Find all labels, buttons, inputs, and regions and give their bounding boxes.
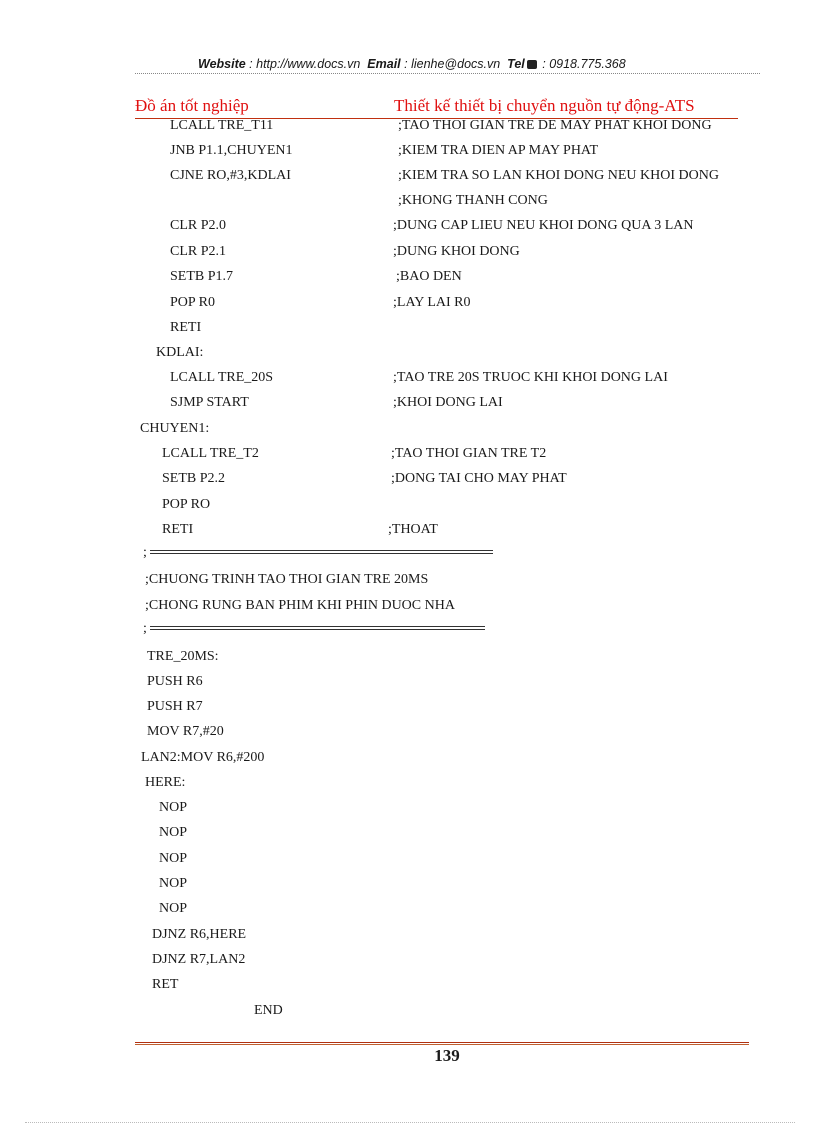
website-value: : http://www.docs.vn (245, 57, 361, 71)
code-label: CHUYEN1: (140, 421, 210, 436)
email-value: : lienhe@docs.vn (400, 57, 501, 71)
code-line: LCALL TRE_20S (170, 370, 274, 385)
code-line: LCALL TRE_T11 (170, 118, 274, 133)
code-line: JNB P1.1,CHUYEN1 (170, 143, 293, 158)
code-line: CLR P2.0 (170, 218, 227, 233)
code-line: PUSH R7 (147, 699, 203, 714)
code-comment: ;DUNG CAP LIEU NEU KHOI DONG QUA 3 LAN (393, 218, 694, 233)
code-line: SJMP START (170, 395, 249, 410)
header-divider (135, 73, 760, 74)
document-title-left: Đồ án tốt nghiệp (135, 96, 249, 115)
code-line: RET (152, 977, 179, 992)
code-line: CJNE RO,#3,KDLAI (170, 168, 291, 183)
code-line: NOP (159, 901, 188, 916)
code-line: NOP (159, 876, 188, 891)
telephone-icon (527, 60, 537, 69)
footer-divider (135, 1042, 749, 1045)
code-comment: ;BAO DEN (396, 269, 462, 284)
code-comment: ;KHONG THANH CONG (398, 193, 548, 208)
code-comment: ;KHOI DONG LAI (393, 395, 503, 410)
code-label: KDLAI: (156, 345, 204, 360)
code-comment: ;THOAT (388, 522, 438, 537)
code-line: CLR P2.1 (170, 244, 227, 259)
code-line: POP R0 (170, 295, 216, 310)
code-comment: ;TAO THOI GIAN TRE DE MAY PHAT KHOI DONG (398, 118, 712, 133)
code-line: PUSH R6 (147, 674, 203, 689)
code-line: SETB P1.7 (170, 269, 234, 284)
code-line: END (254, 1003, 283, 1018)
code-line: DJNZ R7,LAN2 (152, 952, 246, 967)
code-line: NOP (159, 851, 188, 866)
tel-label: Tel (507, 57, 525, 71)
code-comment: ;KIEM TRA DIEN AP MAY PHAT (398, 143, 599, 158)
page-number: 139 (434, 1046, 460, 1065)
code-line: NOP (159, 800, 188, 815)
code-line: SETB P2.2 (162, 471, 226, 486)
code-comment: ;CHUONG TRINH TAO THOI GIAN TRE 20MS (145, 572, 429, 587)
email-label: Email (367, 57, 401, 71)
code-comment: ;TAO THOI GIAN TRE T2 (391, 446, 547, 461)
code-line: NOP (159, 825, 188, 840)
code-line: RETI (162, 522, 194, 537)
website-label: Website (198, 57, 246, 71)
code-line: RETI (170, 320, 202, 335)
page-header (198, 57, 718, 71)
comment-separator-start: ; (143, 621, 147, 636)
code-line: LAN2:MOV R6,#200 (141, 750, 265, 765)
code-comment: ;DONG TAI CHO MAY PHAT (391, 471, 567, 486)
code-line: POP RO (162, 497, 211, 512)
code-label: TRE_20MS: (147, 649, 219, 664)
code-comment: ;KIEM TRA SO LAN KHOI DONG NEU KHOI DONG (398, 168, 719, 183)
code-comment: ;DUNG KHOI DONG (393, 244, 520, 259)
code-comment: ;LAY LAI R0 (393, 295, 471, 310)
code-line: MOV R7,#20 (147, 724, 224, 739)
code-line: DJNZ R6,HERE (152, 927, 247, 942)
separator-line (150, 550, 493, 554)
code-comment: ;CHONG RUNG BAN PHIM KHI PHIN DUOC NHA (145, 598, 455, 613)
separator-line (150, 626, 485, 630)
document-title-right: Thiết kế thiết bị chuyển nguồn tự động-ATS (394, 96, 695, 115)
code-line: LCALL TRE_T2 (162, 446, 259, 461)
code-label: HERE: (145, 775, 186, 790)
tel-value: : 0918.775.368 (538, 57, 626, 71)
comment-separator-start: ; (143, 545, 147, 560)
code-comment: ;TAO TRE 20S TRUOC KHI KHOI DONG LAI (393, 370, 668, 385)
